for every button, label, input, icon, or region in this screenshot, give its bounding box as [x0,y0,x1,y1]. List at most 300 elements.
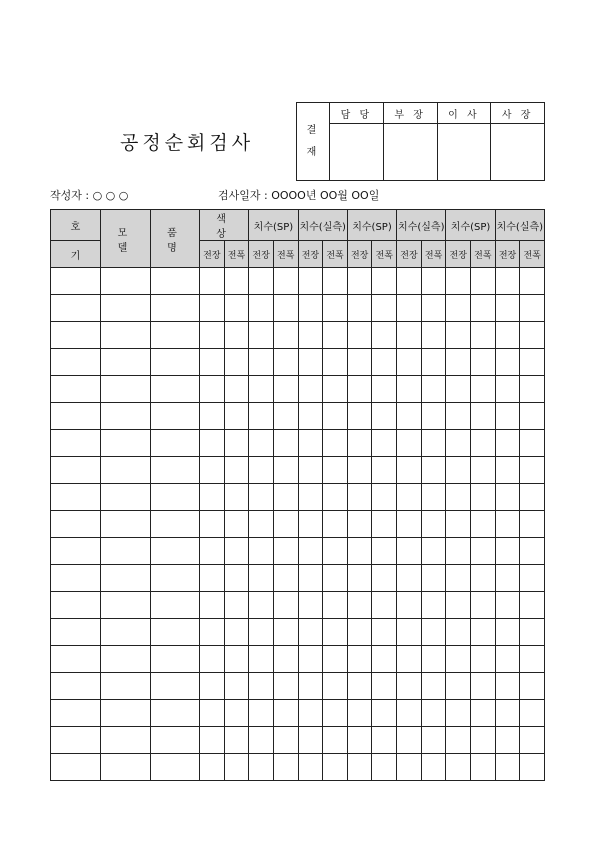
entry-cell[interactable] [397,538,422,565]
entry-cell[interactable] [397,430,422,457]
entry-cell[interactable] [347,592,372,619]
signature-cell-president[interactable] [491,124,545,181]
entry-cell[interactable] [298,403,323,430]
entry-cell[interactable] [51,619,101,646]
entry-cell[interactable] [347,646,372,673]
entry-cell[interactable] [495,484,520,511]
entry-cell[interactable] [51,646,101,673]
entry-cell[interactable] [224,322,249,349]
entry-cell[interactable] [471,565,496,592]
entry-cell[interactable] [200,268,225,295]
entry-cell[interactable] [372,619,397,646]
entry-cell[interactable] [372,700,397,727]
signature-cell-manager[interactable] [383,124,437,181]
entry-cell[interactable] [397,268,422,295]
entry-cell[interactable] [151,754,200,781]
entry-cell[interactable] [249,484,274,511]
entry-cell[interactable] [347,538,372,565]
entry-cell[interactable] [249,349,274,376]
entry-cell[interactable] [397,646,422,673]
entry-cell[interactable] [249,430,274,457]
entry-cell[interactable] [323,403,348,430]
entry-cell[interactable] [397,349,422,376]
entry-cell[interactable] [151,700,200,727]
entry-cell[interactable] [298,511,323,538]
entry-cell[interactable] [249,700,274,727]
entry-cell[interactable] [200,430,225,457]
entry-cell[interactable] [151,322,200,349]
entry-cell[interactable] [471,349,496,376]
entry-cell[interactable] [298,268,323,295]
entry-cell[interactable] [249,754,274,781]
entry-cell[interactable] [224,376,249,403]
entry-cell[interactable] [298,349,323,376]
entry-cell[interactable] [495,646,520,673]
entry-cell[interactable] [520,430,545,457]
entry-cell[interactable] [446,349,471,376]
entry-cell[interactable] [347,430,372,457]
entry-cell[interactable] [421,646,446,673]
entry-cell[interactable] [397,565,422,592]
entry-cell[interactable] [372,754,397,781]
entry-cell[interactable] [421,457,446,484]
entry-cell[interactable] [520,376,545,403]
entry-cell[interactable] [151,619,200,646]
entry-cell[interactable] [421,727,446,754]
entry-cell[interactable] [249,646,274,673]
entry-cell[interactable] [273,619,298,646]
entry-cell[interactable] [249,565,274,592]
entry-cell[interactable] [273,538,298,565]
entry-cell[interactable] [520,268,545,295]
entry-cell[interactable] [101,673,151,700]
entry-cell[interactable] [298,484,323,511]
entry-cell[interactable] [397,592,422,619]
entry-cell[interactable] [421,673,446,700]
entry-cell[interactable] [520,538,545,565]
entry-cell[interactable] [421,322,446,349]
entry-cell[interactable] [51,403,101,430]
entry-cell[interactable] [224,403,249,430]
entry-cell[interactable] [520,700,545,727]
entry-cell[interactable] [397,376,422,403]
entry-cell[interactable] [51,349,101,376]
entry-cell[interactable] [520,511,545,538]
entry-cell[interactable] [323,376,348,403]
entry-cell[interactable] [224,538,249,565]
entry-cell[interactable] [446,592,471,619]
entry-cell[interactable] [249,322,274,349]
entry-cell[interactable] [224,430,249,457]
entry-cell[interactable] [471,430,496,457]
entry-cell[interactable] [421,484,446,511]
entry-cell[interactable] [372,538,397,565]
entry-cell[interactable] [200,457,225,484]
entry-cell[interactable] [51,484,101,511]
entry-cell[interactable] [421,619,446,646]
entry-cell[interactable] [520,673,545,700]
entry-cell[interactable] [446,619,471,646]
entry-cell[interactable] [471,700,496,727]
entry-cell[interactable] [224,511,249,538]
entry-cell[interactable] [200,754,225,781]
signature-cell-staff[interactable] [330,124,384,181]
entry-cell[interactable] [249,619,274,646]
entry-cell[interactable] [397,511,422,538]
entry-cell[interactable] [372,268,397,295]
entry-cell[interactable] [347,295,372,322]
entry-cell[interactable] [471,484,496,511]
entry-cell[interactable] [151,430,200,457]
entry-cell[interactable] [421,430,446,457]
entry-cell[interactable] [520,457,545,484]
entry-cell[interactable] [51,754,101,781]
entry-cell[interactable] [323,538,348,565]
entry-cell[interactable] [446,727,471,754]
entry-cell[interactable] [51,376,101,403]
entry-cell[interactable] [495,403,520,430]
entry-cell[interactable] [298,700,323,727]
entry-cell[interactable] [446,511,471,538]
entry-cell[interactable] [471,376,496,403]
entry-cell[interactable] [151,673,200,700]
entry-cell[interactable] [298,673,323,700]
entry-cell[interactable] [495,565,520,592]
entry-cell[interactable] [323,673,348,700]
entry-cell[interactable] [273,322,298,349]
entry-cell[interactable] [397,457,422,484]
entry-cell[interactable] [101,322,151,349]
entry-cell[interactable] [471,511,496,538]
entry-cell[interactable] [101,592,151,619]
entry-cell[interactable] [323,565,348,592]
entry-cell[interactable] [323,430,348,457]
entry-cell[interactable] [421,268,446,295]
entry-cell[interactable] [495,349,520,376]
entry-cell[interactable] [520,565,545,592]
entry-cell[interactable] [200,538,225,565]
entry-cell[interactable] [520,727,545,754]
entry-cell[interactable] [249,403,274,430]
entry-cell[interactable] [495,430,520,457]
entry-cell[interactable] [372,727,397,754]
entry-cell[interactable] [224,592,249,619]
entry-cell[interactable] [298,322,323,349]
entry-cell[interactable] [51,511,101,538]
entry-cell[interactable] [151,511,200,538]
entry-cell[interactable] [200,403,225,430]
entry-cell[interactable] [51,565,101,592]
entry-cell[interactable] [347,754,372,781]
entry-cell[interactable] [101,457,151,484]
entry-cell[interactable] [323,457,348,484]
entry-cell[interactable] [372,484,397,511]
entry-cell[interactable] [224,484,249,511]
entry-cell[interactable] [323,700,348,727]
entry-cell[interactable] [421,538,446,565]
entry-cell[interactable] [298,592,323,619]
entry-cell[interactable] [372,592,397,619]
entry-cell[interactable] [421,565,446,592]
entry-cell[interactable] [397,295,422,322]
entry-cell[interactable] [372,457,397,484]
entry-cell[interactable] [101,376,151,403]
entry-cell[interactable] [224,754,249,781]
entry-cell[interactable] [101,646,151,673]
entry-cell[interactable] [224,619,249,646]
entry-cell[interactable] [323,268,348,295]
entry-cell[interactable] [495,322,520,349]
entry-cell[interactable] [273,376,298,403]
entry-cell[interactable] [200,565,225,592]
entry-cell[interactable] [421,754,446,781]
entry-cell[interactable] [200,376,225,403]
entry-cell[interactable] [200,349,225,376]
entry-cell[interactable] [101,295,151,322]
entry-cell[interactable] [372,349,397,376]
entry-cell[interactable] [471,538,496,565]
entry-cell[interactable] [323,727,348,754]
entry-cell[interactable] [372,403,397,430]
entry-cell[interactable] [495,727,520,754]
entry-cell[interactable] [298,565,323,592]
entry-cell[interactable] [200,592,225,619]
entry-cell[interactable] [273,592,298,619]
entry-cell[interactable] [273,349,298,376]
entry-cell[interactable] [471,727,496,754]
entry-cell[interactable] [224,727,249,754]
entry-cell[interactable] [224,457,249,484]
entry-cell[interactable] [273,727,298,754]
entry-cell[interactable] [323,619,348,646]
entry-cell[interactable] [446,646,471,673]
entry-cell[interactable] [347,349,372,376]
entry-cell[interactable] [520,646,545,673]
entry-cell[interactable] [397,619,422,646]
entry-cell[interactable] [520,403,545,430]
entry-cell[interactable] [471,457,496,484]
entry-cell[interactable] [200,484,225,511]
entry-cell[interactable] [151,538,200,565]
entry-cell[interactable] [347,700,372,727]
entry-cell[interactable] [151,376,200,403]
entry-cell[interactable] [298,727,323,754]
entry-cell[interactable] [372,295,397,322]
entry-cell[interactable] [421,592,446,619]
signature-cell-director[interactable] [437,124,491,181]
entry-cell[interactable] [51,592,101,619]
entry-cell[interactable] [298,538,323,565]
entry-cell[interactable] [397,754,422,781]
entry-cell[interactable] [421,349,446,376]
entry-cell[interactable] [421,700,446,727]
entry-cell[interactable] [471,646,496,673]
entry-cell[interactable] [200,673,225,700]
entry-cell[interactable] [446,538,471,565]
entry-cell[interactable] [151,592,200,619]
entry-cell[interactable] [200,322,225,349]
entry-cell[interactable] [347,511,372,538]
entry-cell[interactable] [249,727,274,754]
entry-cell[interactable] [421,511,446,538]
entry-cell[interactable] [495,511,520,538]
entry-cell[interactable] [51,322,101,349]
entry-cell[interactable] [372,646,397,673]
entry-cell[interactable] [495,268,520,295]
entry-cell[interactable] [51,268,101,295]
entry-cell[interactable] [495,700,520,727]
entry-cell[interactable] [298,619,323,646]
entry-cell[interactable] [495,457,520,484]
entry-cell[interactable] [151,565,200,592]
entry-cell[interactable] [51,700,101,727]
entry-cell[interactable] [446,268,471,295]
entry-cell[interactable] [347,484,372,511]
entry-cell[interactable] [323,349,348,376]
entry-cell[interactable] [249,592,274,619]
entry-cell[interactable] [101,619,151,646]
entry-cell[interactable] [249,268,274,295]
entry-cell[interactable] [200,727,225,754]
entry-cell[interactable] [224,565,249,592]
entry-cell[interactable] [298,376,323,403]
entry-cell[interactable] [249,295,274,322]
entry-cell[interactable] [520,349,545,376]
entry-cell[interactable] [298,646,323,673]
entry-cell[interactable] [347,322,372,349]
entry-cell[interactable] [495,376,520,403]
entry-cell[interactable] [249,376,274,403]
entry-cell[interactable] [347,376,372,403]
entry-cell[interactable] [446,457,471,484]
entry-cell[interactable] [495,754,520,781]
entry-cell[interactable] [323,511,348,538]
entry-cell[interactable] [397,484,422,511]
entry-cell[interactable] [347,727,372,754]
entry-cell[interactable] [200,619,225,646]
entry-cell[interactable] [471,403,496,430]
entry-cell[interactable] [101,754,151,781]
entry-cell[interactable] [421,376,446,403]
entry-cell[interactable] [151,484,200,511]
entry-cell[interactable] [298,457,323,484]
entry-cell[interactable] [495,592,520,619]
entry-cell[interactable] [249,511,274,538]
entry-cell[interactable] [224,700,249,727]
entry-cell[interactable] [273,295,298,322]
entry-cell[interactable] [273,511,298,538]
entry-cell[interactable] [323,322,348,349]
entry-cell[interactable] [397,403,422,430]
entry-cell[interactable] [446,295,471,322]
entry-cell[interactable] [421,295,446,322]
entry-cell[interactable] [372,322,397,349]
entry-cell[interactable] [446,376,471,403]
entry-cell[interactable] [51,430,101,457]
entry-cell[interactable] [273,457,298,484]
entry-cell[interactable] [273,484,298,511]
entry-cell[interactable] [101,349,151,376]
entry-cell[interactable] [249,538,274,565]
entry-cell[interactable] [446,700,471,727]
entry-cell[interactable] [151,403,200,430]
entry-cell[interactable] [347,619,372,646]
entry-cell[interactable] [101,430,151,457]
entry-cell[interactable] [151,727,200,754]
entry-cell[interactable] [273,700,298,727]
entry-cell[interactable] [520,754,545,781]
entry-cell[interactable] [298,754,323,781]
entry-cell[interactable] [323,646,348,673]
entry-cell[interactable] [273,403,298,430]
entry-cell[interactable] [520,295,545,322]
entry-cell[interactable] [224,349,249,376]
entry-cell[interactable] [372,430,397,457]
entry-cell[interactable] [520,592,545,619]
entry-cell[interactable] [495,538,520,565]
entry-cell[interactable] [101,484,151,511]
entry-cell[interactable] [101,565,151,592]
entry-cell[interactable] [151,646,200,673]
entry-cell[interactable] [101,511,151,538]
entry-cell[interactable] [101,403,151,430]
entry-cell[interactable] [200,295,225,322]
entry-cell[interactable] [372,565,397,592]
entry-cell[interactable] [471,754,496,781]
entry-cell[interactable] [323,484,348,511]
entry-cell[interactable] [200,511,225,538]
entry-cell[interactable] [224,646,249,673]
entry-cell[interactable] [446,754,471,781]
entry-cell[interactable] [101,538,151,565]
entry-cell[interactable] [51,457,101,484]
entry-cell[interactable] [273,754,298,781]
entry-cell[interactable] [471,268,496,295]
entry-cell[interactable] [520,484,545,511]
entry-cell[interactable] [471,619,496,646]
entry-cell[interactable] [51,538,101,565]
entry-cell[interactable] [471,322,496,349]
entry-cell[interactable] [249,457,274,484]
entry-cell[interactable] [151,268,200,295]
entry-cell[interactable] [446,565,471,592]
entry-cell[interactable] [495,295,520,322]
entry-cell[interactable] [471,592,496,619]
entry-cell[interactable] [372,376,397,403]
entry-cell[interactable] [372,673,397,700]
entry-cell[interactable] [224,295,249,322]
entry-cell[interactable] [51,727,101,754]
entry-cell[interactable] [273,430,298,457]
entry-cell[interactable] [273,646,298,673]
entry-cell[interactable] [323,295,348,322]
entry-cell[interactable] [347,403,372,430]
entry-cell[interactable] [151,457,200,484]
entry-cell[interactable] [298,430,323,457]
entry-cell[interactable] [347,673,372,700]
entry-cell[interactable] [372,511,397,538]
entry-cell[interactable] [397,700,422,727]
entry-cell[interactable] [273,673,298,700]
entry-cell[interactable] [471,295,496,322]
entry-cell[interactable] [446,484,471,511]
entry-cell[interactable] [471,673,496,700]
entry-cell[interactable] [323,754,348,781]
entry-cell[interactable] [51,673,101,700]
entry-cell[interactable] [224,673,249,700]
entry-cell[interactable] [446,403,471,430]
entry-cell[interactable] [397,727,422,754]
